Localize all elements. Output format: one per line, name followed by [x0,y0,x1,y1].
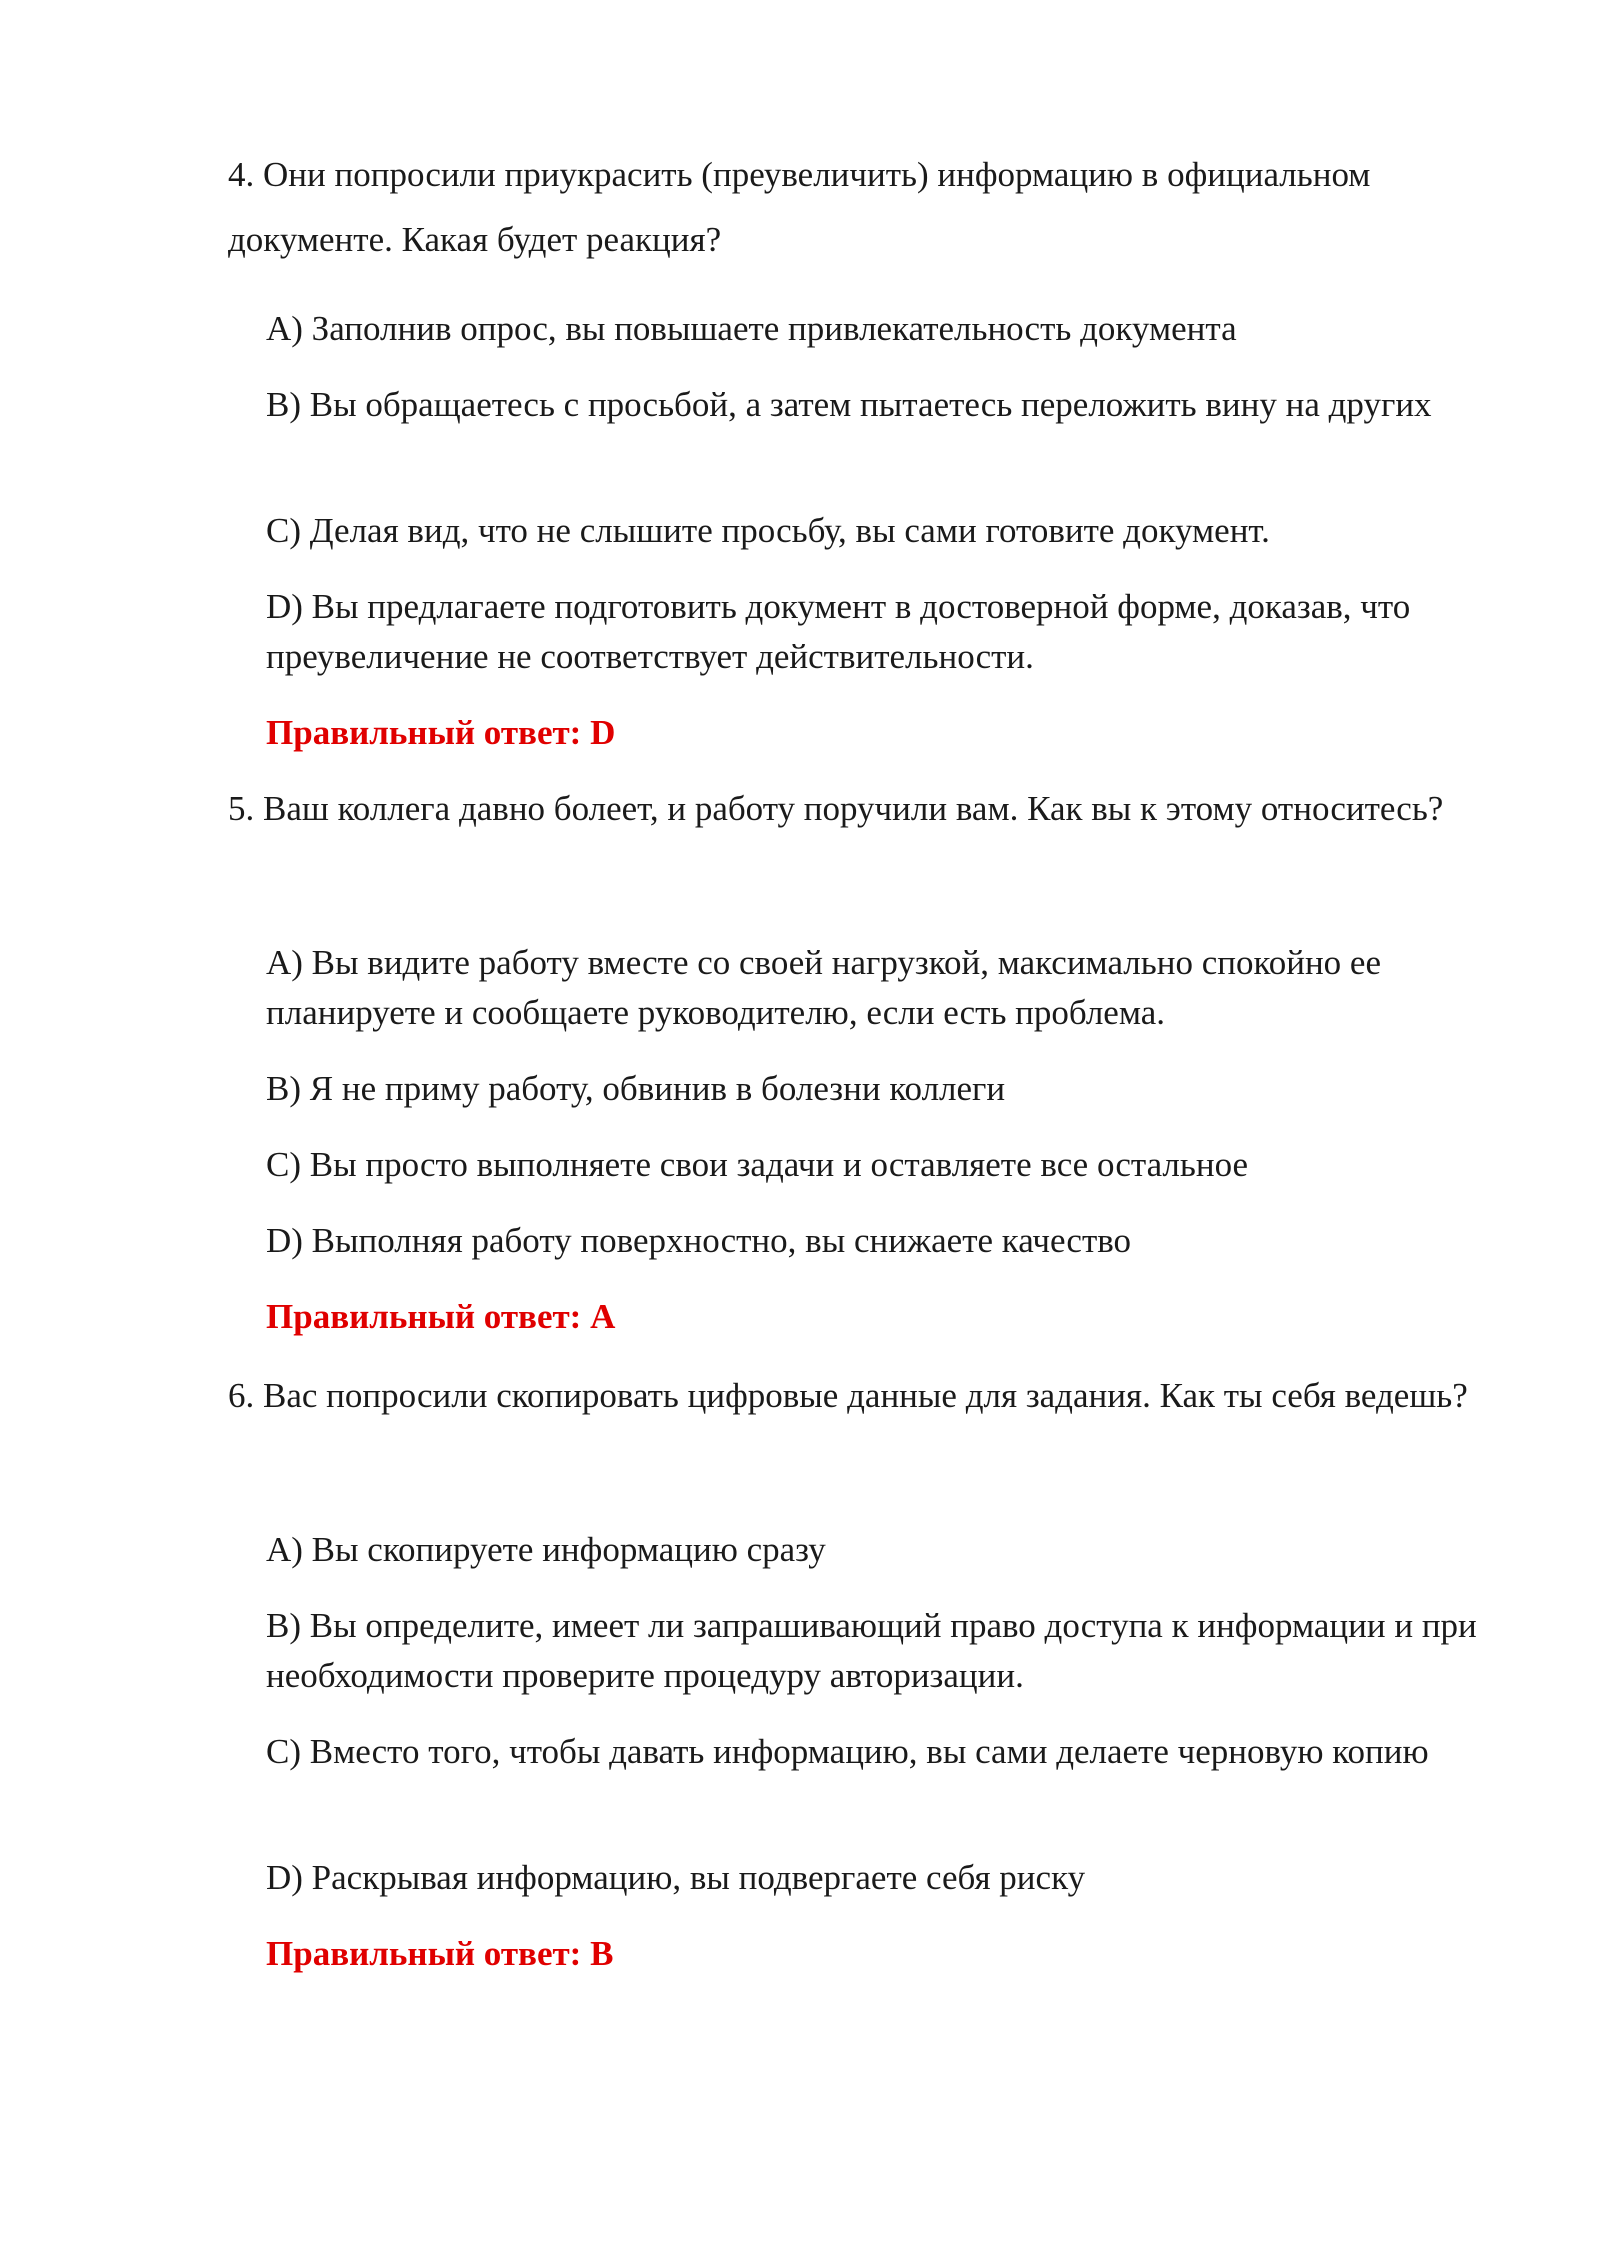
correct-answer: Правильный ответ: A [266,1297,616,1336]
option-a: A) Вы скопируете информацию сразу [266,1530,826,1569]
option-a: A) Заполнив опрос, вы повышаете привлекательность документа [266,309,1237,348]
option-a: A) Вы видите работу вместе со своей нагрузкой, максимально спокойно ее планируете и сообщаете руководителю, если есть проблема. [266,943,1381,1032]
option-c: C) Делая вид, что не слышите просьбу, вы сами готовите документ. [266,511,1270,550]
option-b: B) Вы определите, имеет ли запрашивающий право доступа к информации и при необходимости проверите процедуру авторизации. [266,1606,1477,1695]
option-b: B) Вы обращаетесь с просьбой, а затем пытаетесь переложить вину на других [266,385,1432,424]
option-c: C) Вы просто выполняете свои задачи и оставляете все остальное [266,1145,1249,1184]
option-d: D) Вы предлагаете подготовить документ в достоверной форме, доказав, что преувеличение не соответствует действительности. [266,587,1411,676]
correct-answer: Правильный ответ: D [266,713,616,752]
question-6 [228,1363,1488,1973]
correct-answer: Правильный ответ: B [266,1934,614,1973]
option-c: C) Вместо того, чтобы давать информацию, вы сами делаете черновую копию [266,1732,1429,1771]
question-5 [228,776,1488,1336]
question-4 [228,142,1488,752]
question-text: 6. Вас попросили скопировать цифровые данные для задания. Как ты себя ведешь? [228,1376,1468,1415]
option-d: D) Раскрывая информацию, вы подвергаете себя риску [266,1858,1086,1897]
option-b: B) Я не приму работу, обвинив в болезни коллеги [266,1069,1006,1108]
option-d: D) Выполняя работу поверхностно, вы снижаете качество [266,1221,1132,1260]
question-text: 4. Они попросили приукрасить (преувеличить) информацию в официальном документе. Какая будет реакция? [228,155,1371,259]
question-text: 5. Ваш коллега давно болеет, и работу поручили вам. Как вы к этому относитесь? [228,789,1444,828]
